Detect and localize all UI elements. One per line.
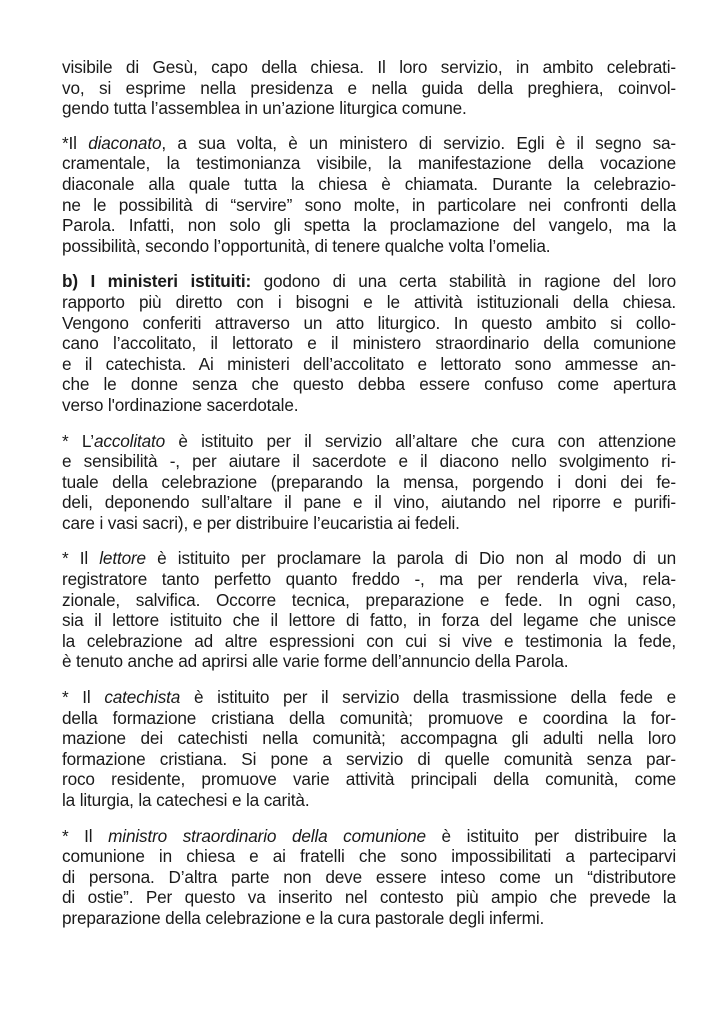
term-accolitato: accolitato <box>93 430 166 451</box>
section-heading: b) I ministeri istituiti: <box>62 271 252 292</box>
term-catechista: catechista <box>104 687 181 708</box>
bullet-prefix: * Il <box>62 687 105 708</box>
text-line: care i vasi sacri), e per distribuire l’eucaristia ai fedeli. <box>62 512 460 533</box>
text-line: diaconale alla quale tutta la chiesa è chiamata. Durante la celebrazio- <box>62 173 676 194</box>
text-line <box>62 687 676 708</box>
text-line: roco residente, promuove varie attività principali della comunità, come <box>62 769 676 790</box>
text-line: tuale della celebrazione (preparando la mensa, porgendo i doni dei fe- <box>62 471 676 492</box>
text-line: di persona. D’altra parte non deve essere inteso come un “distributore <box>62 866 676 887</box>
paragraph-lettore <box>62 548 676 672</box>
line-text: è istituito per proclamare la parola di Dio non al modo di un <box>145 548 676 569</box>
text-line: e sensibilità -, per aiutare il sacerdote e il diacono nello svolgimento ri- <box>62 451 676 472</box>
line-text: è istituito per il servizio all’altare che cura con attenzione <box>165 430 677 451</box>
text-line: cano l’accolitato, il lettorato e il ministero straordinario della comunione <box>62 333 676 354</box>
text-line: possibilità, secondo l’opportunità, di tenere qualche volta l’omelia. <box>62 235 551 256</box>
paragraph-accolitato <box>62 431 676 534</box>
paragraph-ministeri-istituiti <box>62 271 676 415</box>
text-line: vo, si esprime nella presidenza e nella guida della preghiera, coinvol- <box>62 77 676 98</box>
text-line <box>62 548 676 569</box>
paragraph-gesu-capo <box>62 57 676 119</box>
text-line: di ostie”. Per questo va inserito nel contesto più ampio che prevede la <box>62 887 676 908</box>
paragraph-diaconato <box>62 133 676 257</box>
bullet-prefix: * Il <box>62 548 100 569</box>
text-line: Vengono conferiti attraverso un atto liturgico. In questo ambito si collo- <box>62 312 676 333</box>
text-line: registratore tanto perfetto quanto freddo -, ma per renderla viva, rela- <box>62 569 676 590</box>
paragraph-ministro-straordinario <box>62 826 676 929</box>
text-line: gendo tutta l’assemblea in un’azione liturgica comune. <box>62 98 467 119</box>
text-line: la celebrazione ad altre espressioni con cui si vive e testimonia la fede, <box>62 630 676 651</box>
text-line <box>62 271 676 292</box>
bullet-prefix: * Il <box>62 825 109 846</box>
document-page <box>62 57 676 941</box>
term-ministro-straordinario: ministro straordinario della comunione <box>108 825 426 846</box>
text-line: ne le possibilità di “servire” sono molte, in particolare nei confronti della <box>62 194 676 215</box>
term-lettore: lettore <box>99 548 146 569</box>
text-line: visibile di Gesù, capo della chiesa. Il loro servizio, in ambito celebrati- <box>62 57 676 77</box>
line-text: è istituito per distribuire la <box>425 825 676 846</box>
text-line: cramentale, la testimonianza visibile, la manifestazione della vocazione <box>62 153 676 174</box>
paragraph-catechista <box>62 687 676 811</box>
text-line: verso l'ordinazione sacerdotale. <box>62 394 299 415</box>
text-line: mazione dei catechisti nella comunità; accompagna gli adulti nella loro <box>62 728 676 749</box>
text-line <box>62 826 676 847</box>
text-line: è tenuto anche ad aprirsi alle varie forme dell’annuncio della Parola. <box>62 651 569 672</box>
text-line: sia il lettore istituito che il lettore di fatto, in forza del legame che unisce <box>62 610 676 631</box>
bullet-prefix: * L’ <box>62 430 94 451</box>
text-line: la liturgia, la catechesi e la carità. <box>62 790 310 810</box>
text-line: deli, deponendo sull’altare il pane e il vino, aiutando nel riporre e purifi- <box>62 492 676 513</box>
text-line <box>62 431 676 452</box>
text-line: rapporto più diretto con i bisogni e le attività istituzionali della chiesa. <box>62 291 676 312</box>
text-line: formazione cristiana. Si pone a servizio di quelle comunità senza par- <box>62 748 676 769</box>
text-line: Parola. Infatti, non solo gli spetta la proclamazione del vangelo, ma la <box>62 215 676 236</box>
term-diaconato: diaconato <box>88 132 162 153</box>
line-text: è istituito per il servizio della trasmissione della fede e <box>180 687 676 708</box>
text-line <box>62 133 676 154</box>
text-line: preparazione della celebrazione e la cura pastorale degli infermi. <box>62 907 545 928</box>
line-text: , a sua volta, è un ministero di servizio. Egli è il segno sa- <box>161 132 676 153</box>
text-line: della formazione cristiana della comunità; promuove e coordina la for- <box>62 707 676 728</box>
text-line: comunione in chiesa e ai fratelli che sono impossibilitati a parteciparvi <box>62 846 676 867</box>
text-line: e il catechista. Ai ministeri dell’accolitato e lettorato sono ammesse an- <box>62 353 676 374</box>
bullet-prefix: *Il <box>62 132 89 153</box>
text-line: che le donne senza che questo debba essere confuso come apertura <box>62 374 676 395</box>
line-text: godono di una certa stabilità in ragione del loro <box>251 271 676 292</box>
text-line: zionale, salvifica. Occorre tecnica, preparazione e fede. In ogni caso, <box>62 589 676 610</box>
